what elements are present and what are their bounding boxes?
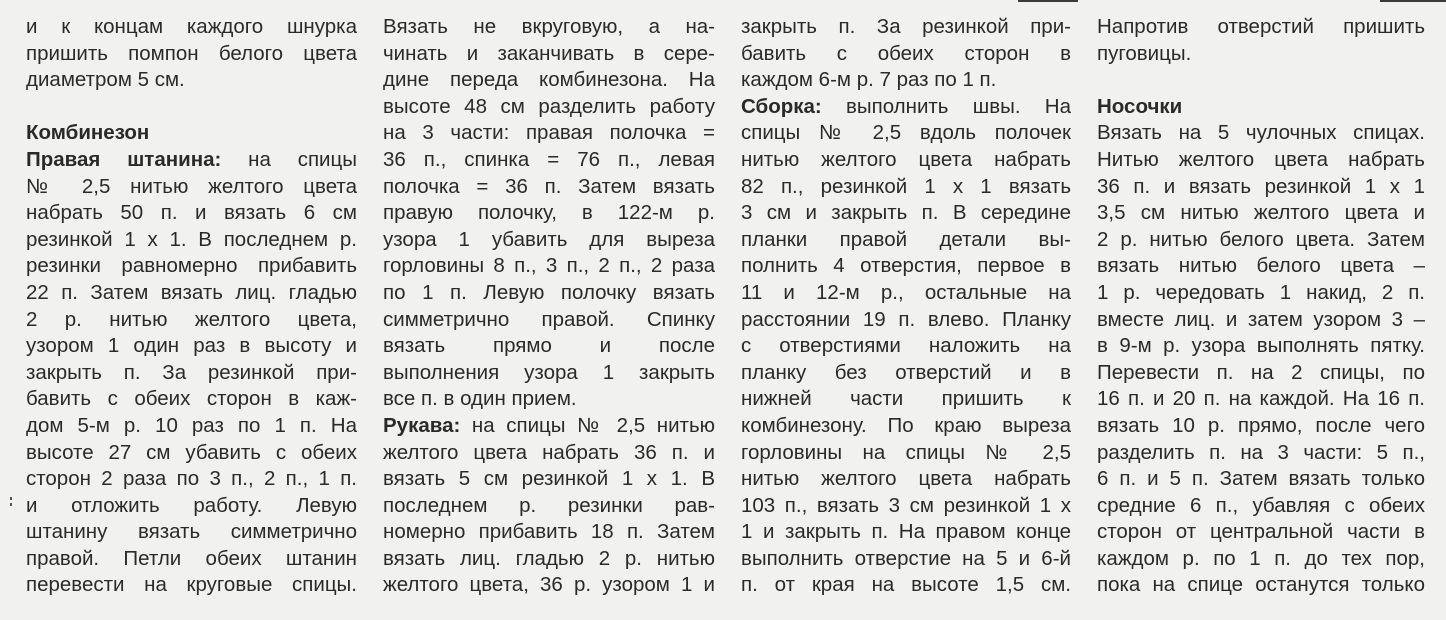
text-line: каждом р. по 1 п. до тех пор, xyxy=(1097,546,1425,570)
text-line: чинать и заканчивать в сере- xyxy=(383,41,715,65)
text-line: выполнения узора 1 закрыть xyxy=(383,360,715,384)
text-line: планки правой детали вы- xyxy=(741,227,1071,251)
text-line: сторон 2 раза по 3 п., 2 п., 1 п. xyxy=(26,467,357,491)
text-line: комбинезону. По краю выреза xyxy=(741,413,1071,437)
text-line: 103 п., вязать 3 см резинкой 1 х xyxy=(741,493,1071,517)
text-line: вязать прямо и после xyxy=(383,334,715,358)
text-line: на 3 части: правая полочка = xyxy=(383,121,715,145)
text-line: дине переда комбинезона. На xyxy=(383,68,715,92)
text-line: пока на спице останутся только xyxy=(1097,573,1425,597)
text-line: 22 п. Затем вязать лиц. гладью xyxy=(26,280,357,304)
text-line: 6 п. и 5 п. Затем вязать только xyxy=(1097,467,1425,491)
text-line: нитью желтого цвета набрать xyxy=(741,467,1071,491)
text-column-3 xyxy=(741,14,1071,599)
text-line: нитью желтого цвета набрать xyxy=(741,147,1071,171)
text-line: Вязать не вкруговую, а на- xyxy=(383,15,715,38)
text-column-1 xyxy=(26,14,357,599)
text-line: 1 и закрыть п. На правом конце xyxy=(741,520,1071,544)
text-line: полнить 4 отверстия, первое в xyxy=(741,254,1071,278)
text-line: 2 р. нитью желтого цвета, xyxy=(26,307,357,331)
subsection-heading: Сборка: xyxy=(741,94,822,118)
text-line: № 2,5 нитью желтого цвета xyxy=(26,174,357,198)
text-line: желтого цвета, 36 р. узором 1 и xyxy=(383,573,715,597)
text-line: вместе лиц. и затем узором 3 – xyxy=(1097,307,1425,331)
text-line: горловины на спицы № 2,5 xyxy=(741,440,1071,464)
section-heading: Носочки xyxy=(1097,94,1183,118)
text-line: Сборка: выполнить швы. На xyxy=(741,94,1071,118)
text-line: желтого цвета набрать 36 п. и xyxy=(383,440,715,464)
text-line: Перевести п. на 2 спицы, по xyxy=(1097,360,1425,384)
text-line: 36 п., спинка = 76 п., левая xyxy=(383,147,715,171)
blank-line xyxy=(26,94,357,121)
text-line: высоте 48 см разделить работу xyxy=(383,94,715,118)
text-line: бавить с обеих сторон в xyxy=(741,41,1071,65)
blank-line xyxy=(1097,67,1425,94)
text-line: с отверстиями наложить на xyxy=(741,334,1071,358)
text-line: вязать нитью белого цвета – xyxy=(1097,254,1425,278)
text-line: последнем р. резинки рав- xyxy=(383,493,715,517)
text-line: штанину вязать симметрично xyxy=(26,520,357,544)
section-heading: Комбинезон xyxy=(26,121,150,145)
text-line: 36 п. и вязать резинкой 1 х 1 xyxy=(1097,174,1425,198)
text-line: набрать 50 п. и вязать 6 см xyxy=(26,201,357,225)
text-line: пуговицы. xyxy=(1097,41,1192,65)
top-rule xyxy=(1018,0,1078,2)
text-line: правой. Петли обеих штанин xyxy=(26,546,357,570)
text-column-2 xyxy=(383,14,715,599)
text-line: узора 1 убавить для выреза xyxy=(383,227,715,251)
text-line: горловины 8 п., 3 п., 2 п., 2 раза xyxy=(383,254,715,278)
text-line: вязать 5 см резинкой 1 х 1. В xyxy=(383,467,715,491)
text-line: дом 5-м р. 10 раз по 1 п. На xyxy=(26,413,357,437)
text-line: номерно прибавить 18 п. Затем xyxy=(383,520,715,544)
text-line: резинкой 1 х 1. В последнем р. xyxy=(26,227,357,251)
margin-mark xyxy=(10,497,12,500)
subsection-heading: Рукава: xyxy=(383,413,461,437)
text-line: нижней части пришить к xyxy=(741,387,1071,411)
text-line: и к концам каждого шнурка xyxy=(26,15,357,38)
text-line: перевести на круговые спицы. xyxy=(26,573,357,597)
text-line: и отложить работу. Левую xyxy=(26,493,357,517)
text-line: резинки равномерно прибавить xyxy=(26,254,357,278)
text-line: 3,5 см нитью желтого цвета и xyxy=(1097,201,1425,225)
text-line: Напротив отверстий пришить xyxy=(1097,15,1425,38)
text-line: вязать 10 р. прямо, после чего xyxy=(1097,413,1425,437)
text-line: расстоянии 19 п. влево. Планку xyxy=(741,307,1071,331)
text-line: 3 см и закрыть п. В середине xyxy=(741,201,1071,225)
text-line: 16 п. и 20 п. на каждой. На 16 п. xyxy=(1097,387,1425,411)
text-line: вязать лиц. гладью 2 р. нитью xyxy=(383,546,715,570)
text-line: 1 р. чередовать 1 накид, 2 п. xyxy=(1097,280,1425,304)
text-line: 11 и 12-м р., остальные на xyxy=(741,280,1071,304)
text-line: в 9-м р. узора выполнять пятку. xyxy=(1097,334,1425,358)
text-line: спицы № 2,5 вдоль полочек xyxy=(741,121,1071,145)
subsection-heading: Правая штанина: xyxy=(26,147,222,171)
text-line: 2 р. нитью белого цвета. Затем xyxy=(1097,227,1425,251)
text-line: планку без отверстий и в xyxy=(741,360,1071,384)
text-line: правую полочку, в 122-м р. xyxy=(383,201,715,225)
text-line: Нитью желтого цвета набрать xyxy=(1097,147,1425,171)
text-line: диаметром 5 см. xyxy=(26,68,185,92)
top-rule xyxy=(1380,0,1446,2)
text-line: бавить с обеих сторон в каж- xyxy=(26,387,357,411)
text-line: пришить помпон белого цвета xyxy=(26,41,357,65)
text-line: симметрично правой. Спинку xyxy=(383,307,715,331)
text-line: Вязать на 5 чулочных спицах. xyxy=(1097,121,1425,145)
text-line: закрыть п. За резинкой при- xyxy=(26,360,357,384)
text-line: Рукава: на спицы № 2,5 нитью xyxy=(383,413,715,437)
text-line: высоте 27 см убавить с обеих xyxy=(26,440,357,464)
text-line: узором 1 один раз в высоту и xyxy=(26,334,357,358)
text-line: каждом 6-м р. 7 раз по 1 п. xyxy=(741,68,997,92)
text-column-4 xyxy=(1097,14,1425,599)
text-line: выполнить отверстие на 5 и 6-й xyxy=(741,546,1071,570)
text-line: все п. в один прием. xyxy=(383,387,577,411)
text-line: средние 6 п., убавляя с обеих xyxy=(1097,493,1425,517)
text-line: полочка = 36 п. Затем вязать xyxy=(383,174,715,198)
text-line: 82 п., резинкой 1 х 1 вязать xyxy=(741,174,1071,198)
text-line: п. от края на высоте 1,5 см. xyxy=(741,573,1071,597)
text-line: Правая штанина: на спицы xyxy=(26,147,357,171)
margin-mark xyxy=(10,503,12,506)
text-line: по 1 п. Левую полочку вязать xyxy=(383,280,715,304)
text-line: закрыть п. За резинкой при- xyxy=(741,15,1071,38)
text-line: разделить п. на 3 части: 5 п., xyxy=(1097,440,1425,464)
text-line: сторон от центральной части в xyxy=(1097,520,1425,544)
